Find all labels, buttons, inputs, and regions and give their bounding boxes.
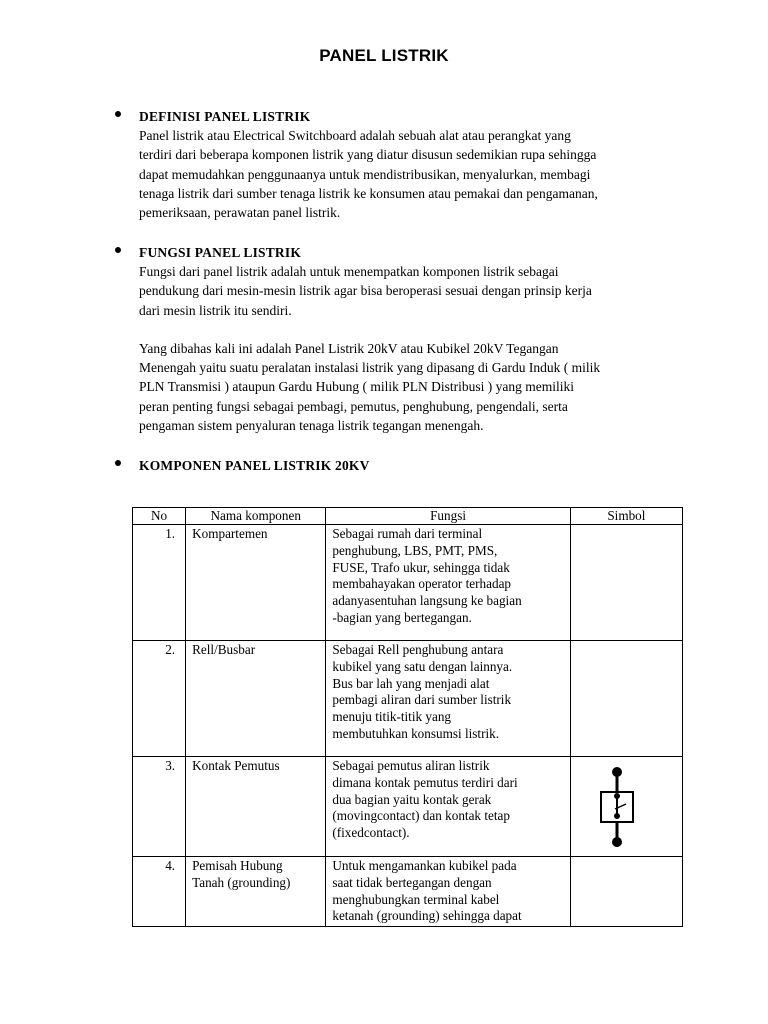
cell-symbol	[570, 641, 682, 757]
section-heading: FUNGSI PANEL LISTRIK	[139, 245, 302, 260]
page-title: PANEL LISTRIK	[319, 46, 449, 65]
cell-symbol	[570, 525, 682, 641]
header-nama-komponen: Nama komponen	[186, 508, 326, 525]
section-fungsi	[139, 243, 679, 435]
bullet-icon	[115, 111, 121, 117]
table-row	[133, 757, 683, 857]
symbol-image	[575, 757, 658, 856]
section-heading: KOMPONEN PANEL LISTRIK 20KV	[139, 458, 370, 473]
paragraph: Yang dibahas kali ini adalah Panel Listrik 20kV atau Kubikel 20kV Tegangan Menengah yaitu suatu peralatan instalasi listrik yang dipasang di Gardu Induk ( milik PLN Transmisi ) ataupun Gardu Hubung ( milik PLN Distribusi ) yang memiliki peran penting fungsi sebagai pembagi, pemutus, penghubung, pengendali, serta pengaman sistem penyaluran tenaga listrik tegangan menengah.	[139, 340, 601, 434]
bullet-icon	[115, 247, 121, 253]
component-table	[132, 507, 683, 927]
cell-name: Pemisah Hubung Tanah (grounding)	[186, 857, 326, 927]
cell-fungsi: Sebagai pemutus aliran listrik dimana kontak pemutus terdiri dari dua bagian yaitu kontak gerak (movingcontact) dan kontak tetap (fixedcontact).	[326, 757, 570, 857]
section-komponen	[139, 456, 679, 475]
header-fungsi: Fungsi	[326, 508, 570, 525]
bullet-icon	[115, 460, 121, 466]
cell-symbol	[570, 857, 682, 927]
cell-name: Rell/Busbar	[186, 641, 326, 757]
section-definisi	[139, 107, 679, 222]
cell-no: 2.	[133, 641, 186, 757]
section-heading: DEFINISI PANEL LISTRIK	[139, 109, 311, 124]
cell-fungsi: Untuk mengamankan kubikel pada saat tidak bertegangan dengan menghubungkan terminal kabel ketanah (grounding) sehingga dapat	[326, 857, 570, 927]
paragraph: Fungsi dari panel listrik adalah untuk menempatkan komponen listrik sebagai pendukung dari mesin-mesin listrik agar bisa beroperasi sesuai dengan prinsip kerja dari mesin listrik itu sendiri.	[139, 264, 592, 318]
paragraph: Panel listrik atau Electrical Switchboard adalah sebuah alat atau perangkat yang terdiri dari beberapa komponen listrik yang diatur disusun sedemikian rupa sehingga dapat memudahkan penggunaanya untuk mendistribusikan, menyalurkan, membagi tenaga listrik dari sumber tenaga listrik ke konsumen atau pemakai dan pengamanan, pemeriksaan, perawatan panel listrik.	[139, 128, 598, 221]
header-no: No	[133, 508, 186, 525]
circuit-breaker-symbol-icon	[595, 763, 639, 855]
cell-name: Kontak Pemutus	[186, 757, 326, 857]
cell-no: 3.	[133, 757, 186, 857]
cell-name: Kompartemen	[186, 525, 326, 641]
cell-no: 4.	[133, 857, 186, 927]
table-header-row	[133, 508, 683, 525]
cell-symbol	[570, 757, 682, 857]
cell-no: 1.	[133, 525, 186, 641]
table-row	[133, 857, 683, 927]
table-row	[133, 641, 683, 757]
cell-fungsi: Sebagai rumah dari terminal penghubung, LBS, PMT, PMS, FUSE, Trafo ukur, sehingga tidak membahayakan operator terhadap adanyasentuhan langsung ke bagian -bagian yang bertegangan.	[326, 525, 570, 641]
cell-fungsi: Sebagai Rell penghubung antara kubikel yang satu dengan lainnya. Bus bar lah yang menjadi alat pembagi aliran dari sumber listrik menuju titik-titik yang membutuhkan konsumsi listrik.	[326, 641, 570, 757]
table-row	[133, 525, 683, 641]
header-simbol: Simbol	[570, 508, 682, 525]
